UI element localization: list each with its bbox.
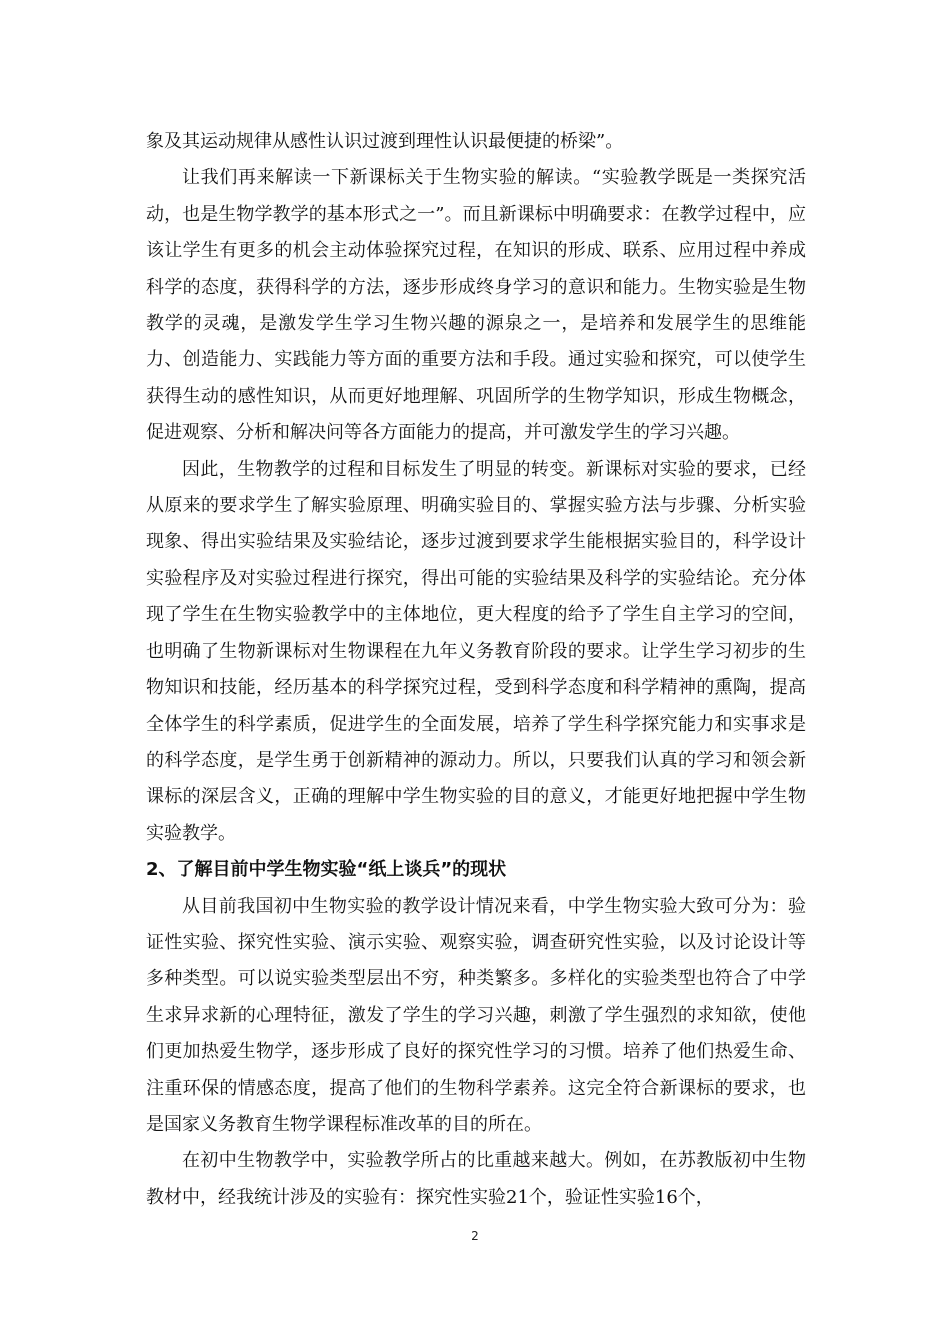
page-body [146, 124, 806, 1216]
paragraph-new-curriculum: 让我们再来解读一下新课标关于生物实验的解读。“实验教学既是一类探究活动，也是生物学教学的基本形式之一”。而且新课标中明确要求：在教学过程中，应该让学生有更多的机会主动体验探究过程，在知识的形成、联系、应用过程中养成科学的态度，获得科学的方法，逐步形成终身学习的意识和能力。生物实验是生物教学的灵魂，是激发学生学习生物兴趣的源泉之一，是培养和发展学生的思维能力、创造能力、实践能力等方面的重要方法和手段。通过实验和探究，可以使学生获得生动的感性知识，从而更好地理解、巩固所学的生物学知识，形成生物概念，促进观察、分析和解决问等各方面能力的提高，并可激发学生的学习兴趣。 [146, 167, 806, 444]
paragraph-teaching-goals: 因此，生物教学的过程和目标发生了明显的转变。新课标对实验的要求，已经从原来的要求学生了解实验原理、明确实验目的、掌握实验方法与步骤、分析实验现象、得出实验结果及实验结论，逐步过渡到要求学生能根据实验目的，科学设计实验程序及对实验过程进行探究，得出可能的实验结果及科学的实验结论。充分体现了学生在生物实验教学中的主体地位，更大程度的给予了学生自主学习的空间，也明确了生物新课标对生物课程在九年义务教育阶段的要求。让学生学习初步的生物知识和技能，经历基本的科学探究过程，受到科学态度和科学精神的熏陶，提高全体学生的科学素质，促进学生的全面发展，培养了学生科学探究能力和实事求是的科学态度，是学生勇于创新精神的源动力。所以，只要我们认真的学习和领会新课标的深层含义，正确的理解中学生物实验的目的意义，才能更好地把握中学生物实验教学。 [146, 458, 806, 844]
paragraph-continuation: 象及其运动规律从感性认识过渡到理性认识最便捷的桥梁”。 [146, 131, 624, 152]
paragraph-experiment-statistics: 在初中生物教学中，实验教学所占的比重越来越大。例如，在苏教版初中生物教材中，经我统计涉及的实验有：探究性实验21个，验证性实验16个， [146, 1150, 806, 1208]
section-heading: 2、了解目前中学生物实验“纸上谈兵”的现状 [146, 859, 507, 881]
page-number: 2 [471, 1229, 479, 1243]
paragraph-experiment-types: 从目前我国初中生物实验的教学设计情况来看，中学生物实验大致可分为：验证性实验、探究性实验、演示实验、观察实验，调查研究性实验，以及讨论设计等多种类型。可以说实验类型层出不穷，种类繁多。多样化的实验类型也符合了中学生求异求新的心理特征，激发了学生的学习兴趣，刺激了学生强烈的求知欲，使他们更加热爱生物学，逐步形成了良好的探究性学习的习惯。培养了他们热爱生命、注重环保的情感态度，提高了他们的生物科学素养。这完全符合新课标的要求，也是国家义务教育生物学课程标准改革的目的所在。 [146, 895, 806, 1135]
